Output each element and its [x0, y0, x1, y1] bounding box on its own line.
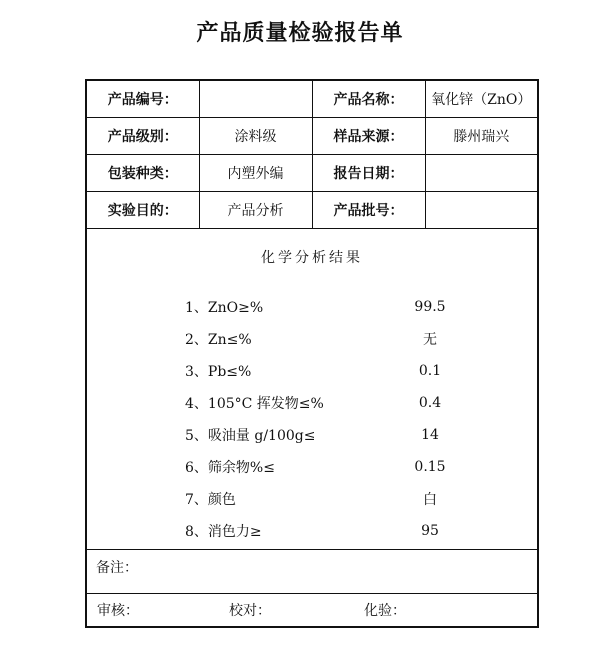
signature-cell	[86, 593, 538, 627]
report-date-value	[425, 154, 538, 191]
analysis-item-value: 99.5	[414, 298, 446, 315]
product-name-label: 产品名称：	[312, 80, 425, 117]
analysis-section	[86, 228, 538, 549]
packaging-type-label: 包装种类：	[86, 154, 199, 191]
analysis-item	[185, 419, 465, 451]
analysis-item	[185, 483, 465, 515]
report-date-label: 报告日期：	[312, 154, 425, 191]
assay-label: 化验：	[364, 602, 406, 619]
product-number-label: 产品编号：	[86, 80, 199, 117]
analysis-item-label: 7、颜色	[185, 491, 236, 508]
product-grade-label: 产品级别：	[86, 117, 199, 154]
analysis-item	[185, 323, 465, 355]
product-grade-value: 涂料级	[199, 117, 312, 154]
experiment-purpose-label: 实验目的：	[86, 191, 199, 228]
product-batch-value	[425, 191, 538, 228]
analysis-item-value: 无	[423, 331, 437, 348]
product-name-value: 氧化锌（ZnO）	[425, 80, 538, 117]
analysis-item-label: 3、Pb≤%	[185, 363, 252, 380]
info-row-2	[86, 117, 538, 154]
analysis-item-label: 1、ZnO≥%	[185, 299, 264, 316]
analysis-item-value: 0.1	[418, 362, 442, 379]
analysis-item-value: 白	[423, 491, 437, 508]
page-title: 产品质量检验报告单	[196, 21, 404, 46]
analysis-item	[185, 355, 465, 387]
proofread-label: 校对：	[229, 602, 271, 619]
review-label: 审核：	[97, 602, 139, 619]
info-row-4	[86, 191, 538, 228]
product-batch-label: 产品批号：	[312, 191, 425, 228]
analysis-item-label: 4、105°C 挥发物≤%	[185, 395, 324, 412]
analysis-heading: 化学分析结果	[261, 249, 363, 266]
analysis-item-value: 14	[421, 426, 439, 443]
remarks-row	[86, 549, 538, 593]
packaging-type-value: 内塑外编	[199, 154, 312, 191]
analysis-item-label: 6、筛余物%≤	[185, 459, 275, 476]
product-number-value	[199, 80, 312, 117]
signature-row	[86, 593, 538, 627]
analysis-item-value: 0.15	[414, 458, 446, 475]
analysis-item-value: 0.4	[418, 394, 442, 411]
analysis-item-label: 8、消色力≥	[185, 523, 262, 540]
analysis-item-label: 5、吸油量 g/100g≤	[185, 427, 316, 444]
analysis-item	[185, 291, 465, 323]
analysis-item	[185, 515, 465, 547]
analysis-list	[185, 291, 465, 547]
analysis-item	[185, 387, 465, 419]
analysis-item	[185, 451, 465, 483]
analysis-row	[86, 228, 538, 549]
remarks-cell	[86, 549, 538, 593]
signature-labels	[97, 600, 537, 620]
sample-source-value: 滕州瑞兴	[425, 117, 538, 154]
remarks-label: 备注：	[96, 559, 138, 576]
analysis-item-value: 95	[421, 522, 439, 539]
experiment-purpose-value: 产品分析	[199, 191, 312, 228]
report-table	[85, 79, 539, 628]
analysis-item-label: 2、Zn≤%	[185, 331, 252, 348]
sample-source-label: 样品来源：	[312, 117, 425, 154]
info-row-3	[86, 154, 538, 191]
info-row-1	[86, 80, 538, 117]
